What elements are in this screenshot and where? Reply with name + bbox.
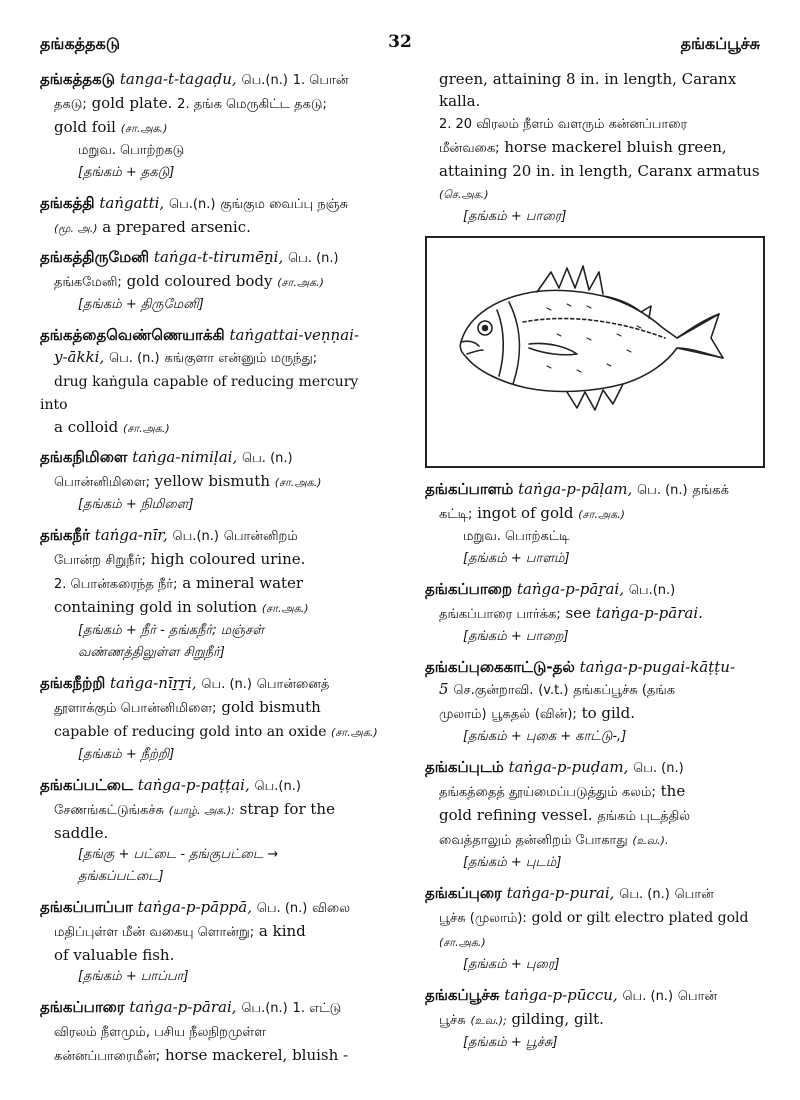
sense-english: gold plate.: [91, 94, 173, 112]
sense-english: drug kaṅgula capable of reducing mercury into: [40, 374, 359, 413]
transliteration: taṅga-p-pūccu,: [504, 986, 618, 1004]
dictionary-entry: [40, 774, 385, 888]
usage-example: வைத்தாலும் தன்னிறம் போகாது: [439, 833, 628, 848]
transliteration: taṅga-nīr,: [94, 526, 168, 544]
headword: தங்கப்புகைகாட்டு-தல்: [425, 658, 575, 676]
transliteration: y-ākki,: [54, 348, 105, 366]
sense-english: saddle.: [54, 824, 109, 842]
sense-tamil: முலாம்): [439, 707, 487, 722]
sense-tamil: போன்ற சிறுநீர்;: [54, 553, 146, 568]
sense-tamil: குங்கும வைப்பு நஞ்சு: [220, 197, 349, 212]
etymology: [தங்கம் + பாறை]: [463, 629, 569, 644]
headword: தங்கப்பாறை: [425, 580, 513, 598]
sense-tamil: விரலம் நீளமும், பசிய நீலநிறமுள்ள: [54, 1025, 266, 1040]
headword: தங்கப்புரை: [425, 884, 502, 902]
sense-tamil: சேணங்கட்டுங்கச்சு: [54, 803, 165, 818]
etymology: [தங்கம் + பாப்பா]: [78, 969, 189, 984]
source-abbrev: (சா.அக.): [277, 276, 324, 289]
etymology: [தங்கு + பட்டை - தங்குபட்டை →: [78, 847, 279, 862]
sense-english: to gild.: [581, 704, 635, 722]
sense-english: a colloid: [54, 418, 119, 436]
headword: தங்கத்திருமேனி: [40, 248, 150, 266]
dictionary-entry: [425, 656, 767, 748]
sense-tamil: தங்கப்பாரை பார்க்க;: [439, 607, 561, 622]
sense-english: gold refining vessel.: [439, 806, 593, 824]
dictionary-entry: [40, 896, 385, 988]
sense-tamil: பொன்னிறம்: [223, 529, 298, 544]
part-of-speech: பெ.(n.): [628, 583, 676, 598]
page-header: [40, 34, 760, 58]
sense-english: gold coloured body: [126, 272, 273, 290]
sense-tamil: 2. தங்க மெருகிட்ட தகடு;: [177, 97, 327, 112]
transliteration: taṅga-nīṟṟi,: [110, 674, 197, 692]
sense-english: attaining 20 in. in length, Caranx armatus: [439, 162, 760, 180]
headword: தங்கப்பூச்சு: [425, 986, 500, 1004]
sense-tamil: தகடு;: [54, 97, 87, 112]
sense-english: gilding, gilt.: [511, 1010, 604, 1028]
part-of-speech: பெ. (n.): [633, 761, 684, 776]
dictionary-entry: [40, 192, 385, 240]
dictionary-entry: [40, 324, 385, 440]
sense-tamil: தங்கப்பூச்சு (தங்க: [573, 683, 676, 698]
headword: தங்கப்பாப்பா: [40, 898, 133, 916]
sense-english: gold foil: [54, 118, 116, 136]
continued-entry: [425, 68, 767, 206]
etymology: [தங்கம் + தகடு]: [78, 165, 175, 180]
part-of-speech: பெ. (n.): [201, 677, 252, 692]
sense-tamil: தங்கம் புடத்தில்: [597, 809, 691, 824]
synonym: மறுவ. பொற்கட்டி: [463, 529, 570, 544]
sense-tamil: மீன்வகை;: [439, 141, 500, 156]
dictionary-entry: [425, 984, 767, 1054]
dictionary-entry: [425, 478, 767, 570]
headword: தங்கநீற்றி: [40, 674, 106, 692]
etymology: [தங்கம் + நீர் - தங்கநீர்; மஞ்சள்: [78, 623, 265, 638]
transliteration: taṅgatti,: [99, 194, 165, 212]
part-of-speech: பெ. (n.): [288, 251, 339, 266]
sense-tamil: விலை: [312, 901, 351, 916]
part-of-speech: பெ.(n.): [168, 197, 216, 212]
sense-tamil: தங்கத்தைத் தூய்மைப்படுத்தும் கலம்;: [439, 785, 656, 800]
part-of-speech: (v.t.): [538, 683, 569, 698]
etymology: [தங்கம் + நீற்றி]: [78, 747, 175, 762]
sense-english: strap for the: [239, 800, 335, 818]
headword: தங்கத்தைவெண்ணெயாக்கி: [40, 326, 225, 344]
sense-tamil: 2. பொன்கரைந்த நீர்;: [54, 577, 178, 592]
headword: தங்கப்பட்டை: [40, 776, 133, 794]
sense-tamil: பொன்னிமிளை;: [54, 475, 150, 490]
sense-english: yellow bismuth: [154, 472, 270, 490]
cross-reference: taṅga-p-pārai.: [595, 604, 703, 622]
source-abbrev: (சா.அக.): [578, 508, 625, 521]
sense-english: a kind: [258, 922, 306, 940]
sense-english: horse mackerel bluish green,: [504, 138, 727, 156]
source-abbrev: (வின்);: [534, 707, 577, 722]
transliteration: taṅga-p-purai,: [506, 884, 615, 902]
etymology: [தங்கம் + பாரை]: [463, 209, 567, 224]
sense-english: a mineral water: [182, 574, 304, 592]
etymology: [தங்கம் + புகை + காட்டு-,]: [463, 729, 627, 744]
sense-english: green, attaining 8 in. in length, Caranx kalla.: [439, 70, 737, 110]
etymology: [தங்கம் + பாளம்]: [463, 551, 570, 566]
transliteration: taṅga-p-pugai-kāṭṭu-: [579, 658, 736, 676]
sense-tamil: தங்கக்: [692, 483, 729, 498]
transliteration: taṅga-p-puḍam,: [508, 758, 629, 776]
sense-english: gold bismuth: [221, 698, 321, 716]
source-abbrev: (சா.அக.): [274, 476, 322, 489]
sense-english: see: [565, 604, 591, 622]
dictionary-entry: [40, 68, 385, 184]
transliteration: taṅga-p-pāppā,: [137, 898, 252, 916]
etymology: [தங்கம் + புடம்]: [463, 855, 562, 870]
headword: தங்கத்தகடு: [40, 70, 116, 88]
sense-english: high coloured urine.: [150, 550, 306, 568]
sense-english: horse mackerel, bluish -: [164, 1046, 349, 1064]
part-of-speech: பெ. (n.): [109, 351, 160, 366]
sense-tamil: செ.குன்றாவி.: [453, 683, 534, 698]
sense-english: ingot of gold: [477, 504, 574, 522]
part-of-speech: பெ. (n.): [619, 887, 670, 902]
source-abbrev: (உவ.).: [632, 834, 669, 847]
synonym: மறுவ. பொற்றகடு: [78, 143, 185, 158]
sense-tamil: பூச்சு (முலாம்):: [439, 911, 527, 926]
fish-illustration: [425, 236, 765, 468]
transliteration: taṅga-p-pārai,: [129, 998, 237, 1016]
source-abbrev: (சா.அக.): [439, 936, 486, 949]
sense-english: of valuable fish.: [54, 946, 175, 964]
sense-tamil: 1. எட்டு: [292, 1001, 342, 1016]
dictionary-entry: [40, 996, 385, 1068]
source-abbrev: (செ.அக.): [439, 188, 489, 201]
etymology: தங்கப்பட்டை]: [78, 869, 164, 884]
sense-tamil: பூச்சு: [439, 1013, 466, 1028]
source-abbrev: (சா.அக.): [122, 422, 170, 435]
headword: தங்கத்தி: [40, 194, 95, 212]
transliteration: taṅgattai-veṇṇai-: [229, 326, 360, 344]
sense-tamil: பொன்னைத்: [256, 677, 330, 692]
etymology: [தங்கம் + புரை]: [463, 957, 560, 972]
part-of-speech: பெ. (n.): [256, 901, 308, 916]
transliteration: taṅga-nimiḷai,: [132, 448, 238, 466]
transliteration: taṅga-p-pāḷam,: [518, 480, 633, 498]
sense-tamil: பொன்: [677, 989, 717, 1004]
headword: தங்கப்புடம்: [425, 758, 504, 776]
dictionary-entry: [40, 446, 385, 516]
etymology: [தங்கம் + திருமேனி]: [78, 297, 204, 312]
source-abbrev: (சா.அக.): [120, 122, 168, 135]
headword: தங்கப்பாரை: [40, 998, 125, 1016]
sense-tamil: பொன்: [674, 887, 714, 902]
sense-english: gold or gilt electro plated gold: [531, 910, 749, 926]
left-column: [40, 68, 385, 1074]
dictionary-entry: [425, 756, 767, 874]
sense-tamil: தங்கமேனி;: [54, 275, 122, 290]
dictionary-entry: [425, 578, 767, 648]
dictionary-entry: [40, 246, 385, 316]
sense-english: capable of reducing gold into an oxide: [54, 724, 327, 740]
sense-tamil: 1. பொன்: [292, 73, 349, 88]
sense-tamil: மதிப்புள்ள மீன் வகையு ளொன்று;: [54, 925, 255, 940]
etymology: வண்ணத்திலுள்ள சிறுநீர்]: [78, 645, 225, 660]
source-abbrev: (சா.அக.): [331, 726, 378, 739]
headword: தங்கநீர்: [40, 526, 90, 544]
dictionary-entry: [40, 524, 385, 664]
sense-english: the: [660, 782, 686, 800]
part-of-speech: பெ. (n.): [242, 451, 293, 466]
sense-tamil: தூளாக்கும் பொன்னிமிளை;: [54, 701, 217, 716]
etymology: [தங்கம் + பூச்சு]: [463, 1035, 558, 1050]
running-head-left: தங்கத்தகடு: [40, 34, 121, 53]
part-of-speech: பெ.(n.): [172, 529, 219, 544]
source-abbrev: (சா.அக.): [261, 602, 309, 615]
sense-tamil: 2. 20 விரலம் நீளம் வளரும் கன்னப்பாரை: [439, 117, 688, 132]
part-of-speech: பெ.(n.): [241, 1001, 288, 1016]
dictionary-entry: [40, 672, 385, 766]
sense-tamil: கன்னப்பாரைமீன்;: [54, 1049, 161, 1064]
headword: தங்கநிமிளை: [40, 448, 128, 466]
source-abbrev: (மூ. அ.): [54, 222, 98, 235]
source-abbrev: (யாழ். அக.):: [168, 804, 235, 817]
transliteration: tanga-t-tagaḍu,: [119, 70, 237, 88]
part-of-speech: பெ.(n.): [254, 779, 301, 794]
sense-tamil: கட்டி;: [439, 507, 473, 522]
sense-english: containing gold in solution: [54, 598, 258, 616]
part-of-speech: பெ.(n.): [241, 73, 288, 88]
right-column: [425, 68, 767, 1062]
transliteration: taṅga-p-pāṟai,: [516, 580, 624, 598]
fish-drawing: [427, 238, 763, 466]
sense-english: a prepared arsenic.: [102, 218, 251, 236]
sense-tamil: பூசுதல்: [491, 707, 531, 722]
headword: தங்கப்பாளம்: [425, 480, 514, 498]
source-abbrev: (உவ.);: [470, 1014, 507, 1027]
sense-tamil: கங்குளா என்னும் மருந்து;: [164, 351, 318, 366]
part-of-speech: பெ. (n.): [622, 989, 674, 1004]
part-of-speech: பெ. (n.): [637, 483, 688, 498]
conjugation-class: 5: [439, 680, 449, 698]
dictionary-entry: [425, 882, 767, 976]
page-number: 32: [388, 32, 412, 52]
running-head-right: தங்கப்பூச்சு: [680, 34, 760, 53]
transliteration: taṅga-t-tirumēṉi,: [153, 248, 284, 266]
transliteration: taṅga-p-paṭṭai,: [137, 776, 250, 794]
etymology: [தங்கம் + நிமிளை]: [78, 497, 194, 512]
